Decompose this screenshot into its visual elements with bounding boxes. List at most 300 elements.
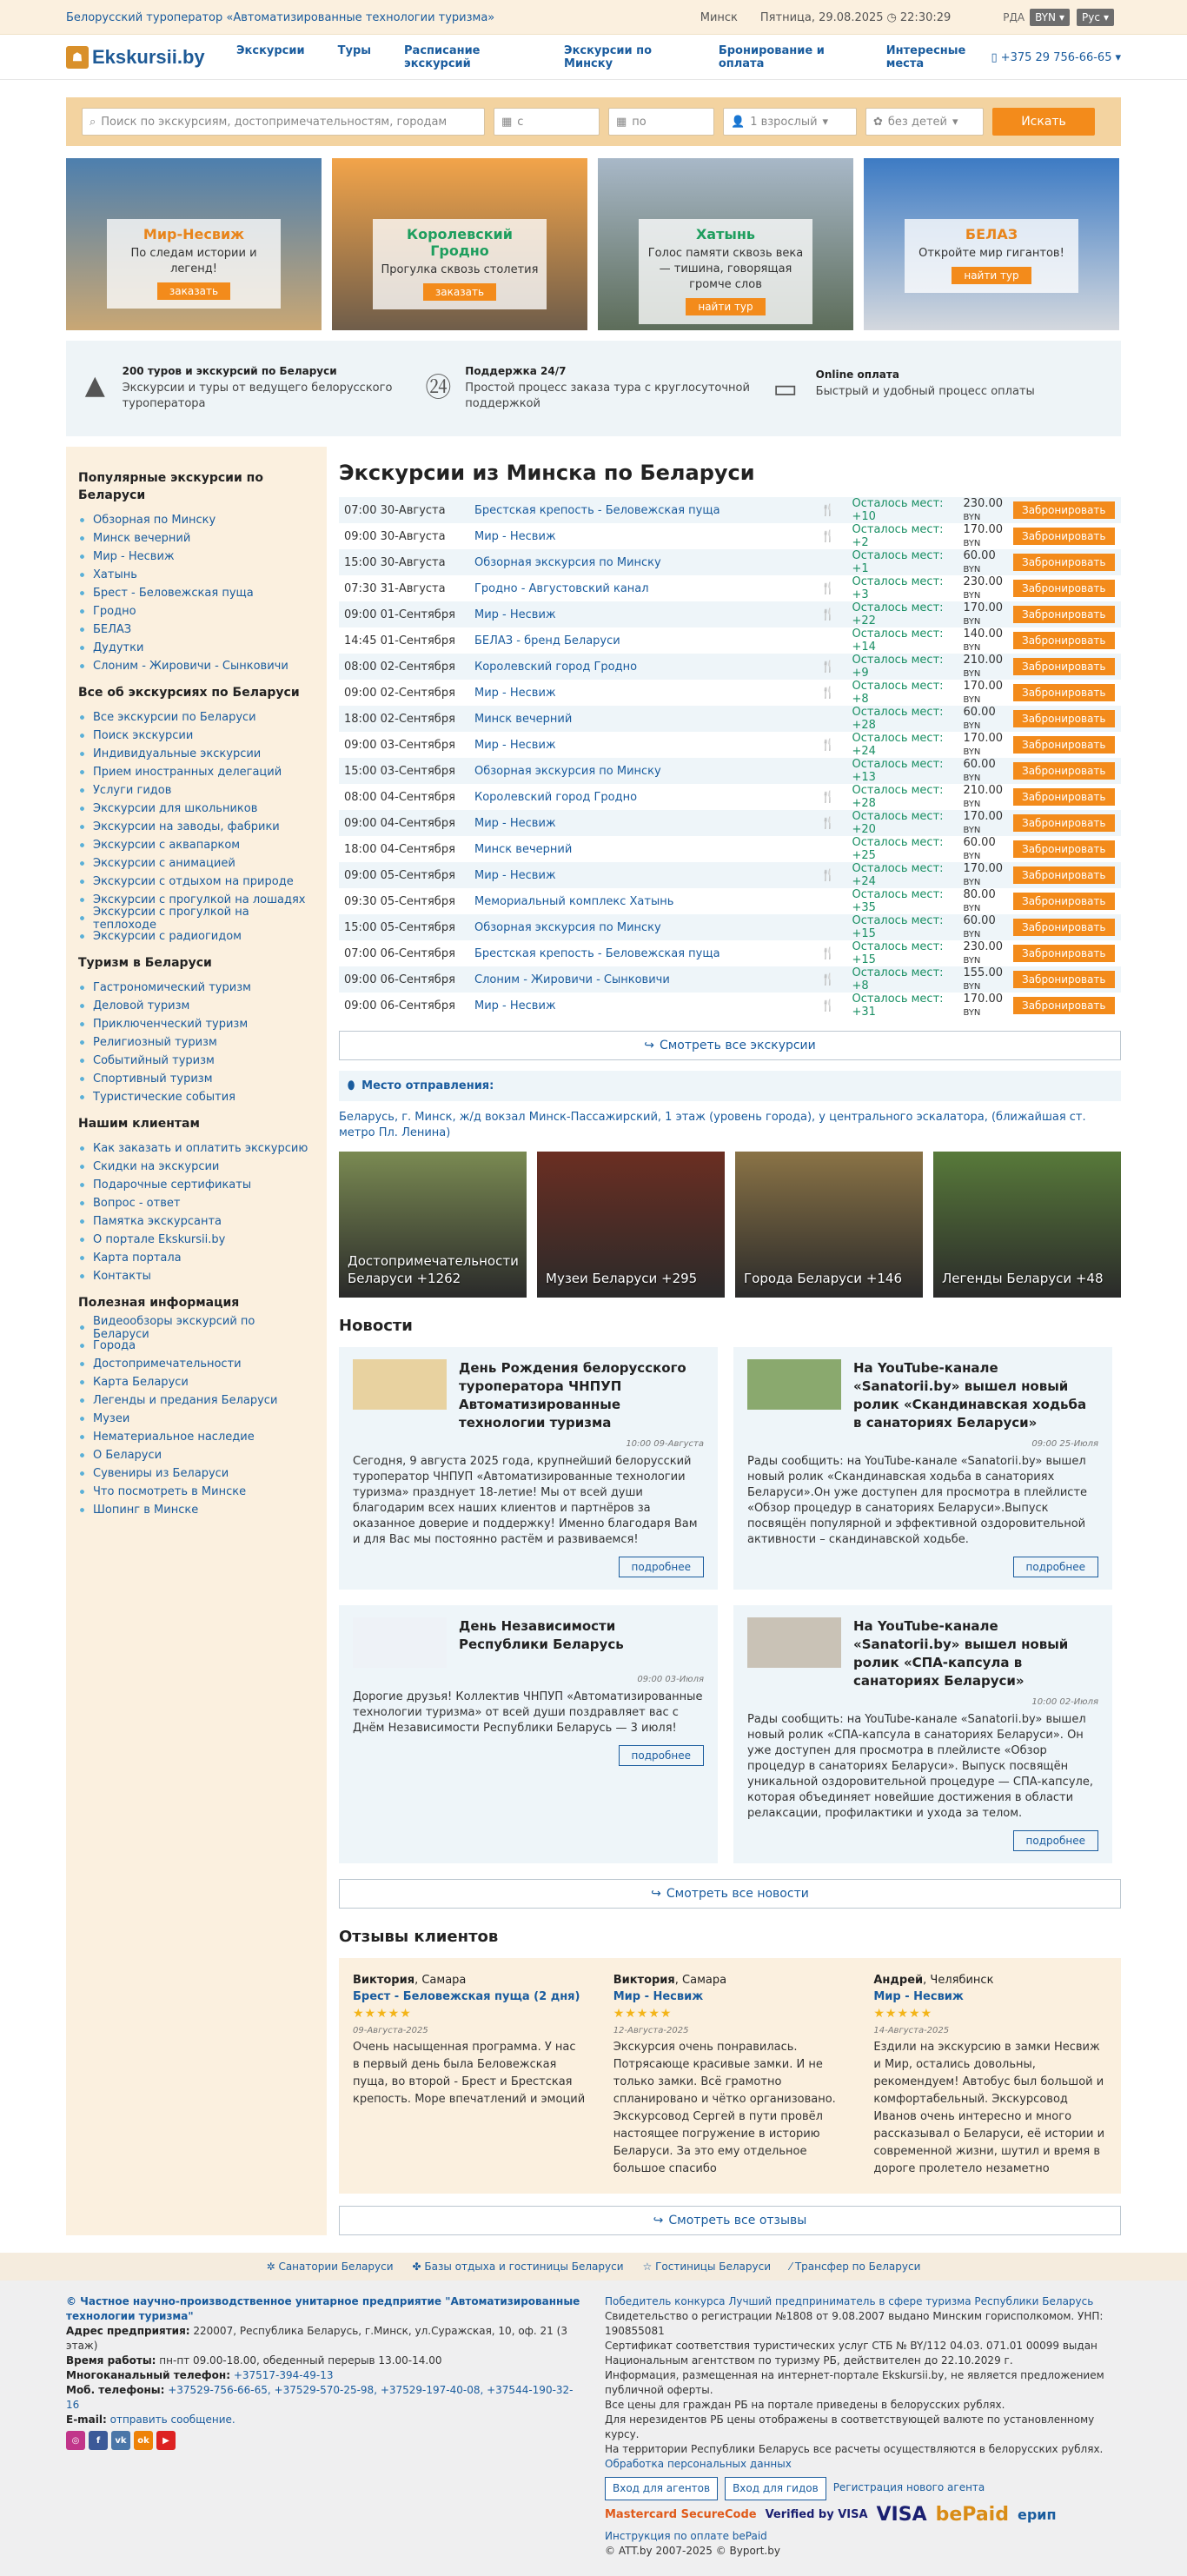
certificate-text: Сертификат соответствия туристических услуг СТБ № BY/112 04.03. 071.01 00099 выдан Национальным агентством по туризму РБ, действителен до 22.10.2029 г. [605,2340,1097,2367]
hours-value: пн-пт 09.00-18.00, обеденный перерыв 13.00-14.00 [156,2354,442,2367]
sidebar-list [78,1314,315,1519]
sidebar-link[interactable] [78,511,315,529]
sidebar-link[interactable] [78,1070,315,1088]
meal-cell [816,914,847,940]
promo-box [905,219,1078,293]
sidebar-link[interactable] [78,657,315,675]
promo-box [639,219,812,324]
date-to-field[interactable]: ▦ по [608,108,714,136]
tour-name[interactable]: Мир - Несвиж [469,601,816,627]
sidebar-list [78,708,315,946]
mastercard-logo: Mastercard SecureCode [605,2508,757,2521]
price-currency: BYN [963,904,981,913]
visa-verified-logo: Verified by VISA [765,2508,868,2521]
news-title[interactable]: На YouTube-канале «Sanatorii.by» вышел новый ролик «СПА-капсула в санаториях Беларуси» [853,1618,1069,1689]
sidebar-link[interactable] [78,1158,315,1176]
email-label: E-mail: [66,2413,107,2426]
reviewer-name: Виктория [613,1974,675,1987]
sidebar-link[interactable] [78,1428,315,1446]
bullet-icon [78,553,86,561]
book-button[interactable]: Забронировать [1013,788,1115,806]
sidebar-link-label: Хатынь [93,568,137,581]
book-cell [1008,836,1121,862]
sidebar-link[interactable] [78,1373,315,1391]
sidebar-link-label: Мир - Несвиж [93,550,175,563]
privacy-link[interactable]: Обработка персональных данных [605,2458,792,2470]
sidebar-link[interactable] [78,781,315,800]
price-currency: BYN [963,539,981,548]
sidebar-link[interactable] [78,836,315,854]
review-text: Очень насыщенная программа. У нас в первый день была Беловежская пуща, во второй - Брест и Брестская крепость. Море впечатлений и эмоций [353,2041,586,2106]
guide-login-button[interactable]: Вход для гидов [725,2477,826,2500]
sidebar-link[interactable] [78,1391,315,1410]
news-header [353,1617,704,1668]
sidebar-link[interactable] [78,1052,315,1070]
promo-order-button[interactable]: заказать [157,282,230,300]
erip-logo: ерип [1017,2506,1057,2523]
email-link[interactable]: отправить сообщение. [106,2413,235,2426]
address-label: Адрес предприятия: [66,2325,190,2337]
book-button[interactable]: Забронировать [1013,684,1115,701]
review-date: 12-Августа-2025 [613,2026,689,2035]
vk-icon[interactable]: vk [111,2431,130,2450]
sidebar-section-title: Туризм в Беларуси [78,956,212,970]
sidebar-link-label: Музеи [93,1412,130,1425]
sidebar-link-label: Экскурсии с радиогидом [93,930,242,943]
news-date: 10:00 02-Июля [1031,1697,1098,1707]
reviewer-city: , Самара [414,1974,467,1987]
bepaid-instructions-link[interactable]: Инструкция по оплате bePaid [605,2530,767,2542]
price-currency: BYN [963,826,981,835]
review-tour-link[interactable]: Мир - Несвиж [873,1990,964,2003]
sidebar-link-label: Скидки на экскурсии [93,1160,220,1173]
sidebar-link[interactable] [78,621,315,639]
review-tour-link[interactable]: Брест - Беловежская пуща (2 дня) [353,1990,580,2003]
book-button[interactable]: Забронировать [1013,997,1115,1014]
book-button[interactable]: Забронировать [1013,632,1115,649]
book-button[interactable]: Забронировать [1013,971,1115,988]
book-button[interactable]: Забронировать [1013,945,1115,962]
rda-label: РДА [1003,11,1025,23]
tour-name[interactable]: Гродно - Августовский канал [474,581,649,595]
language-select[interactable]: Рус ▾ [1077,9,1114,26]
bullet-icon [78,1254,86,1262]
news-title[interactable]: День Независимости Республики Беларусь [459,1618,624,1652]
price-currency: BYN [963,565,981,574]
tour-price: 170.00 BYN [958,862,1009,888]
category-card[interactable] [735,1152,923,1298]
tour-name[interactable]: БЕЛАЗ - бренд Беларуси [474,634,620,647]
bullet-icon [78,768,86,776]
search-button[interactable]: Искать [992,108,1095,136]
meal-cell [816,758,847,784]
tour-datetime: 09:00 06-Сентября [339,966,469,993]
nav-item[interactable]: Расписание экскурсий [404,44,481,70]
all-news-button[interactable]: ↪ Смотреть все новости [339,1879,1121,1909]
feature-item [766,368,1109,408]
nav-item[interactable]: Экскурсии [236,44,305,57]
tour-datetime: 09:00 06-Сентября [344,999,455,1012]
bullet-icon [78,878,86,886]
tour-name[interactable]: Мир - Несвиж [469,810,816,836]
book-button[interactable]: Забронировать [1013,501,1115,519]
book-button[interactable]: Забронировать [1013,762,1115,780]
sidebar-link-label: Видеообзоры экскурсий по Беларуси [93,1314,255,1341]
book-button[interactable]: Забронировать [1013,893,1115,910]
logo[interactable]: ☗ Ekskursii.by [66,46,236,69]
book-cell [1008,575,1121,601]
book-button[interactable]: Забронировать [1013,580,1115,597]
news-title[interactable]: День Рождения белорусского туроператора ЧНПУП Автоматизированные технологии туризма [459,1360,686,1431]
sidebar-link[interactable] [78,997,315,1015]
feature-text [123,365,422,412]
book-button[interactable]: Забронировать [1013,840,1115,858]
sidebar-link-label: Экскурсии с анимацией [93,857,235,870]
bullet-icon [78,1057,86,1065]
meal-icon: 🍴 [820,581,835,595]
review-date: 09-Августа-2025 [353,2026,428,2035]
tour-name[interactable]: Мир - Несвиж [469,862,816,888]
tour-name[interactable]: Брестская крепость - Беловежская пуща [474,946,720,960]
odnoklassniki-icon[interactable]: ok [134,2431,153,2450]
more-button[interactable]: подробнее [619,1557,704,1577]
review-card [339,1974,600,2178]
leaf-icon: ✤ [412,2261,425,2273]
sidebar-link-label: Достопримечательности [93,1358,242,1371]
sidebar-link[interactable] [78,1501,315,1519]
sidebar-link[interactable] [78,548,315,566]
sidebar-link[interactable] [78,1410,315,1428]
sidebar-link[interactable] [78,818,315,836]
price-currency: BYN [963,643,981,653]
price-currency: BYN [963,747,981,757]
book-button[interactable]: Забронировать [1013,658,1115,675]
news-thumbnail[interactable] [747,1359,841,1410]
seats-left: Осталось мест: +28 [852,784,944,810]
clock-icon: ◷ [886,10,897,24]
tour-name[interactable]: Мир - Несвиж [474,529,556,543]
seats-left: Осталось мест: +15 [847,914,958,940]
partner-link[interactable] [267,2261,394,2273]
promo-card[interactable] [598,158,853,330]
award-link[interactable]: Победитель конкурса Лучший предприниматель в сфере туризма Республики Беларусь [605,2295,1094,2307]
phone-link[interactable]: +37517-394-49-13 [230,2369,334,2381]
registration-text: Свидетельство о регистрации №1808 от 9.08.2007 выдано Минским горисполкомом. УНП: 190855081 [605,2310,1104,2337]
tour-name[interactable]: Королевский город Гродно [474,790,638,804]
sidebar-link[interactable] [78,584,315,602]
nav-item[interactable]: Интересные места [885,44,966,70]
sidebar-link[interactable] [78,1176,315,1194]
bullet-icon [78,914,86,922]
tour-name[interactable]: Слоним - Жировичи - Сынковичи [469,966,816,993]
tour-name[interactable]: Обзорная экскурсия по Минску [469,758,816,784]
promo-order-button[interactable]: заказать [423,283,496,301]
seats-left: Осталось мест: +20 [847,810,958,836]
search-input[interactable]: ⌕ Поиск по экскурсиям, достопримечательностям, городам [82,108,485,136]
sidebar-link-label: Событийный туризм [93,1054,215,1067]
feature-item [421,365,765,412]
promo-card[interactable] [66,158,322,330]
price-currency: BYN [963,852,981,861]
more-button[interactable]: подробнее [619,1745,704,1766]
sidebar-link[interactable] [78,1446,315,1464]
category-label: Музеи Беларуси +295 [546,1271,698,1286]
tour-row [339,966,1121,993]
all-tours-button[interactable]: ↪ Смотреть все экскурсии [339,1031,1121,1060]
book-cell [1008,993,1121,1019]
partner-link[interactable] [413,2261,624,2273]
sidebar-link[interactable] [78,800,315,818]
seats-left: Осталось мест: +15 [852,940,944,966]
sidebar-link[interactable] [78,1314,315,1341]
news-thumbnail[interactable] [353,1359,447,1410]
price-currency: BYN [963,800,981,809]
bullet-icon [78,1378,86,1386]
bullet-icon [78,896,86,904]
book-cell [1008,888,1121,914]
sidebar-link-label: Нематериальное наследие [93,1431,255,1444]
sidebar-link[interactable] [78,979,315,997]
currency-select[interactable]: BYN ▾ [1030,9,1070,26]
tour-price: 230.00 BYN [963,575,1003,601]
tour-row [339,523,1121,549]
sidebar-link-label: Гродно [93,605,136,618]
sidebar-link[interactable] [78,1033,315,1052]
child-icon: ✿ [873,115,883,129]
price-currency: BYN [963,956,981,966]
sidebar-link[interactable] [78,854,315,873]
sidebar-link[interactable] [78,1249,315,1267]
children-select[interactable]: ✿ без детей ▾ [865,108,984,136]
sidebar-link-label: Экскурсии с прогулкой на теплоходе [93,905,249,932]
book-cell [1008,758,1121,784]
seats-left: Осталось мест: +3 [852,575,944,601]
tour-row [339,993,1121,1019]
sidebar-list [78,1139,315,1285]
sidebar-link[interactable] [78,763,315,781]
tour-name[interactable]: Минск вечерний [469,706,816,732]
meal-icon: 🍴 [816,862,847,888]
sidebar-link[interactable] [78,1139,315,1158]
promo-order-button[interactable]: найти тур [952,267,1031,284]
bullet-icon [78,1470,86,1477]
tour-price: 60.00 BYN [958,706,1009,732]
review-text: Ездили на экскурсию в замки Несвиж и Мир, остались довольны, рекомендуем! Автобус был большой и комфортабельный. Экскурсовод Иванов очень интересно и много рассказывал о Беларуси, её истории и современной жизни, шутил и время в дороге пролетело незаметно [873,2041,1105,2175]
social-links [66,2431,582,2450]
header-phone[interactable]: ▯ +375 29 756-66-65 ▾ [991,50,1121,64]
tour-name[interactable]: Мир - Несвиж [474,999,556,1012]
seats-left: Осталось мест: +8 [852,680,944,706]
tour-price: 60.00 BYN [958,549,1009,575]
more-button[interactable]: подробнее [1013,1557,1098,1577]
offer-text: Информация, размещенная на интернет-портале Ekskursii.by, не является предложением публичной оферты. [605,2369,1104,2396]
nav-item[interactable]: Туры [337,44,372,57]
book-button[interactable]: Забронировать [1013,919,1115,936]
bullet-icon [78,626,86,634]
tour-name[interactable]: Минск вечерний [474,842,573,856]
sidebar-link[interactable] [78,1231,315,1249]
sidebar-link[interactable] [78,1483,315,1501]
youtube-icon[interactable]: ▶ [156,2431,176,2450]
agent-register-link[interactable]: Регистрация нового агента [832,2481,985,2493]
star-icon: ☆ [642,2261,656,2273]
bullet-icon [78,860,86,867]
tour-name[interactable]: Брестская крепость - Беловежская пуща [469,497,816,523]
bus-icon: ⁄ [790,2261,795,2273]
tour-datetime: 09:00 05-Сентября [339,862,469,888]
news-card [733,1605,1112,1863]
category-card[interactable] [933,1152,1121,1298]
tour-datetime: 15:00 05-Сентября [339,914,469,940]
category-card[interactable] [339,1152,527,1298]
sidebar-link[interactable] [78,1464,315,1483]
bepaid-logo: bePaid [935,2504,1009,2526]
book-cell [1008,706,1121,732]
nav-item[interactable]: Экскурсии по Минску [564,44,653,70]
sidebar-link[interactable] [78,602,315,621]
sidebar-link[interactable] [78,1267,315,1285]
price-currency: BYN [963,878,981,887]
tour-row [339,654,1121,680]
book-button[interactable]: Забронировать [1013,814,1115,832]
sidebar-link-label: О Беларуси [93,1449,162,1462]
reviewer-city: , Челябинск [923,1974,994,1987]
sidebar-link-label: Все экскурсии по Беларуси [93,711,256,724]
tour-name[interactable]: Мир - Несвиж [474,738,556,752]
sidebar-link-label: Поиск экскурсии [93,729,194,742]
sidebar-link[interactable] [78,566,315,584]
sidebar-section-title: Нашим клиентам [78,1117,200,1131]
tour-name[interactable]: Мир - Несвиж [474,686,556,700]
facebook-icon[interactable]: f [89,2431,108,2450]
sidebar-link[interactable] [78,529,315,548]
tour-datetime: 07:00 06-Сентября [344,946,455,960]
date-from-field[interactable]: ▦ с [494,108,600,136]
sidebar-link[interactable] [78,905,315,932]
sidebar-link[interactable] [78,1015,315,1033]
tour-name[interactable]: Обзорная экскурсия по Минску [469,549,816,575]
sidebar-link[interactable] [78,708,315,727]
sidebar-link-label: Брест - Беловежская пуща [93,587,254,600]
review-tour-link[interactable]: Мир - Несвиж [613,1990,704,2003]
tour-datetime: 14:45 01-Сентября [344,634,455,647]
sidebar-link[interactable] [78,745,315,763]
bullet-icon [78,1075,86,1083]
agent-login-button[interactable]: Вход для агентов [605,2477,718,2500]
sidebar-section-title: Полезная информация [78,1296,240,1310]
bullet-icon [78,787,86,794]
feature-desc: Экскурсии и туры от ведущего белорусского туроператора [122,382,393,410]
feature-desc: Простой процесс заказа тура с круглосуточной поддержкой [465,382,750,410]
tour-price: 155.00 BYN [958,966,1009,993]
partner-link[interactable] [790,2261,920,2273]
price-currency: BYN [963,982,981,992]
tour-row [339,914,1121,940]
book-button[interactable]: Забронировать [1013,710,1115,727]
mobile-link[interactable]: +37529-756-66-65, +37529-570-25-98, +37529-197-40-08, +37544-190-32-16 [66,2384,574,2411]
sidebar-link-label: Религиозный туризм [93,1036,217,1049]
phone-icon: ▯ [991,50,998,64]
sanatorium-icon: ✲ [266,2261,279,2273]
tour-name[interactable]: Мемориальный комплекс Хатынь [474,894,674,908]
sidebar-link[interactable] [78,1212,315,1231]
sidebar-link[interactable] [78,639,315,657]
tour-price: 60.00 BYN [963,836,996,861]
tour-row [339,627,1121,654]
book-button[interactable]: Забронировать [1013,866,1115,884]
tour-name[interactable]: Королевский город Гродно [469,654,816,680]
tour-name[interactable]: Обзорная экскурсия по Минску [469,914,816,940]
news-text: Рады сообщить: на YouTube-канале «Sanatorii.by» вышел новый ролик «СПА-капсула в санаториях Беларуси». Он уже доступен для просмотра в плейлисте «Обзор процедур в санаториях Беларуси». Выпуск посвящён уникальной оздоровительной процедуре — СПА-капсуле, которая объединяет новейшие достижения в области релаксации, профилактики и ухода за телом. [747,1713,1093,1820]
sidebar-link[interactable] [78,873,315,891]
book-button[interactable]: Забронировать [1013,736,1115,754]
adults-select[interactable]: 👤 1 взрослый ▾ [723,108,857,136]
news-title[interactable]: На YouTube-канале «Sanatorii.by» вышел новый ролик «Скандинавская ходьба в санаториях Беларуси» [853,1360,1087,1431]
book-button[interactable]: Забронировать [1013,554,1115,571]
price-currency: BYN [963,1008,981,1018]
feature-item [78,365,421,412]
news-more [353,1557,704,1577]
rating-stars-icon: ★★★★★ [353,2007,412,2021]
sidebar-link[interactable] [78,1355,315,1373]
sidebar-link-label: Экскурсии с прогулкой на лошадях [93,893,306,906]
news-thumbnail[interactable] [353,1617,447,1668]
feature-title: 200 туров и экскурсий по Беларуси [122,365,337,377]
more-button[interactable]: подробнее [1013,1830,1098,1851]
meal-icon: 🍴 [820,686,835,700]
sidebar-link[interactable] [78,727,315,745]
review-author [613,1974,846,1987]
news-thumbnail[interactable] [747,1617,841,1668]
review-author [873,1974,1106,1987]
all-reviews-button[interactable]: ↪ Смотреть все отзывы [339,2206,1121,2235]
promo-order-button[interactable]: найти тур [686,298,765,315]
meal-icon: 🍴 [820,999,835,1012]
prices-text: Все цены для граждан РБ на портале приведены в белорусских рублях. [605,2399,1005,2411]
instagram-icon[interactable]: ◎ [66,2431,85,2450]
chevron-down-icon: ▾ [1115,50,1121,64]
sidebar-link-label: Контакты [93,1270,151,1283]
book-cell [1008,549,1121,575]
tour-datetime: 09:00 30-Августа [344,529,446,543]
book-cell [1008,732,1121,758]
belarus-map-icon: ▲ [84,369,105,401]
category-card[interactable] [537,1152,725,1298]
sidebar-link-label: Памятка экскурсанта [93,1215,222,1228]
promo-card[interactable] [332,158,587,330]
nav-item[interactable]: Бронирование и оплата [718,44,825,70]
book-button[interactable]: Забронировать [1013,606,1115,623]
tour-row [339,732,1121,758]
sidebar-link[interactable] [78,1194,315,1212]
book-cell [1008,810,1121,836]
sidebar-section-title: Популярные экскурсии по Беларуси [78,471,263,502]
sidebar-link[interactable] [78,1088,315,1106]
book-cell [1008,966,1121,993]
bullet-icon [78,644,86,652]
partner-link[interactable] [643,2261,771,2273]
sidebar-list [78,979,315,1106]
seats-left: Осталось мест: +2 [852,523,944,549]
review-author [353,1974,586,1987]
page-title: Экскурсии из Минска по Беларуси [339,461,755,485]
promo-card[interactable] [864,158,1119,330]
sidebar-list [78,511,315,675]
tour-row [339,940,1121,966]
sidebar-link-label: Спортивный туризм [93,1072,213,1086]
book-button[interactable]: Забронировать [1013,528,1115,545]
feature-title: Online оплата [815,368,899,381]
